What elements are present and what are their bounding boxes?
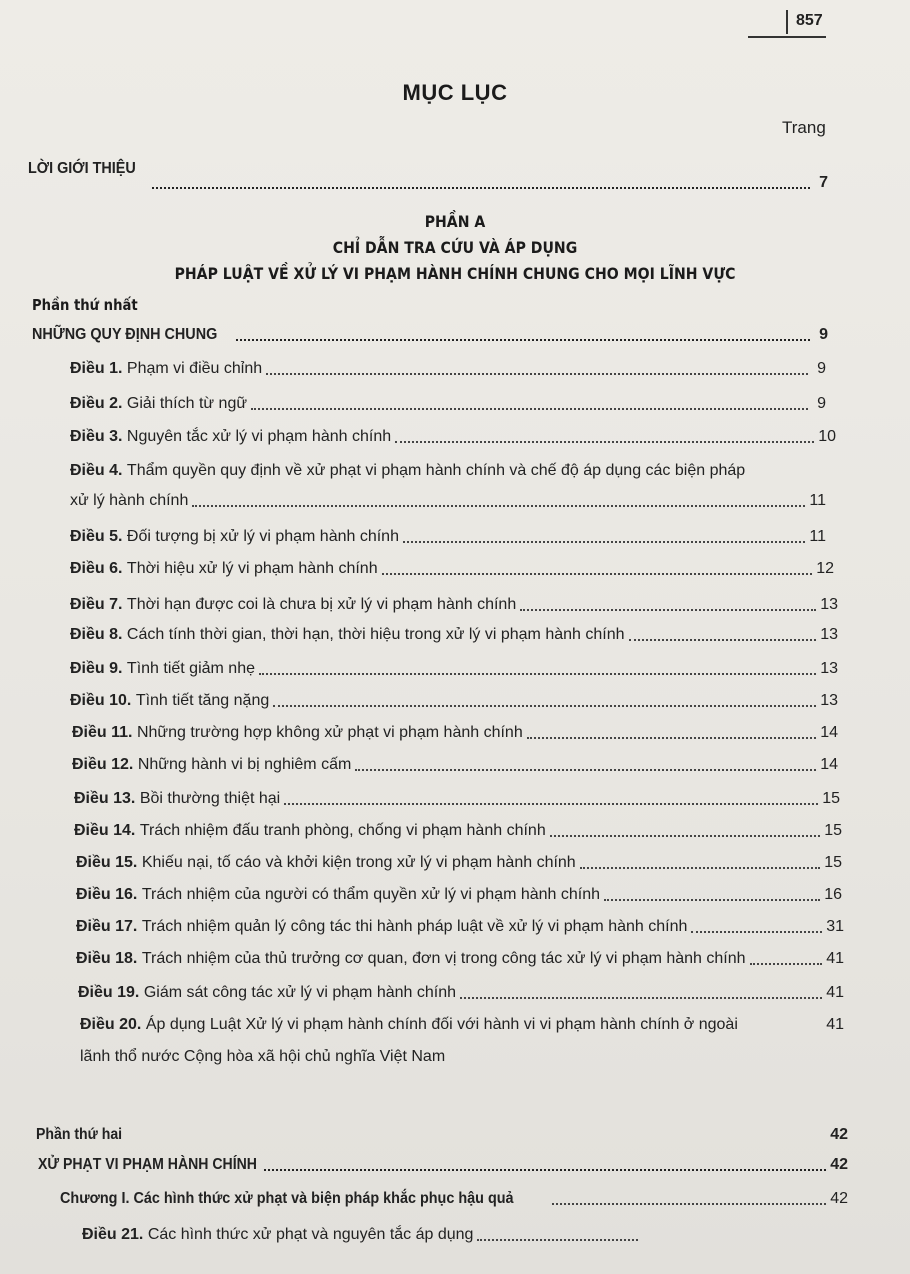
dot-leader — [266, 373, 808, 375]
article-number: Điều 7. — [70, 596, 123, 613]
article-title-continued: xử lý hành chính — [70, 492, 189, 509]
article-page: 14 — [820, 724, 838, 741]
toc-entry-page: 42 — [830, 1156, 848, 1173]
article-number: Điều 15. — [76, 854, 138, 871]
toc-entry-chapter-1 — [60, 1190, 546, 1208]
dot-leader — [382, 573, 813, 575]
article-number: Điều 4. — [70, 462, 123, 479]
article-page: 9 — [817, 395, 826, 412]
toc-entry-article — [70, 596, 838, 614]
article-number: Điều 19. — [78, 984, 140, 1001]
article-title: Tình tiết giảm nhẹ — [126, 660, 255, 677]
toc-entry-article-line1 — [80, 1016, 844, 1034]
article-page: 11 — [809, 528, 826, 545]
article-title: Tình tiết tăng nặng — [135, 692, 270, 709]
article-page: 15 — [824, 822, 842, 839]
dot-leader — [259, 673, 816, 675]
article-title: Nguyên tắc xử lý vi phạm hành chính — [126, 428, 392, 445]
header-rule — [748, 36, 826, 38]
toc-entry-part-one-heading — [32, 326, 828, 344]
toc-entry-article — [76, 950, 844, 968]
toc-entry-chapter-1-leader — [548, 1190, 848, 1208]
article-title: Các hình thức xử phạt và nguyên tắc áp dụng — [147, 1226, 474, 1243]
article-number: Điều 12. — [72, 756, 134, 773]
article-page: 16 — [824, 886, 842, 903]
toc-entry-article — [70, 660, 838, 678]
dot-leader — [520, 609, 816, 611]
dot-leader — [236, 339, 810, 341]
article-page: 15 — [822, 790, 840, 807]
toc-entry-article — [74, 790, 840, 808]
dot-leader — [395, 441, 814, 443]
article-title: Thời hạn được coi là chưa bị xử lý vi phạm hành chính — [126, 596, 517, 613]
part-a-line2: CHỈ DẪN TRA CỨU VÀ ÁP DỤNG — [332, 238, 578, 257]
toc-entry-article — [70, 360, 826, 378]
article-number: Điều 20. — [80, 1016, 142, 1033]
page-number: 857 — [796, 12, 823, 29]
article-page: 15 — [824, 854, 842, 871]
article-page: 13 — [820, 692, 838, 709]
toc-entry-intro — [28, 160, 828, 192]
dot-leader — [403, 541, 805, 543]
dot-leader — [284, 803, 818, 805]
toc-entry-article — [70, 626, 838, 644]
dot-leader — [552, 1203, 826, 1205]
dot-leader — [550, 835, 820, 837]
dot-leader — [264, 1169, 826, 1171]
article-number: Điều 16. — [76, 886, 138, 903]
toc-entry-page: 42 — [830, 1126, 848, 1143]
toc-entry-label: NHỮNG QUY ĐỊNH CHUNG — [32, 326, 218, 343]
toc-entry-label: Phần thứ hai — [36, 1126, 123, 1143]
toc-entry-page: 9 — [819, 326, 828, 343]
toc-entry-article — [76, 918, 844, 936]
article-number: Điều 3. — [70, 428, 123, 445]
article-title: Trách nhiệm của thủ trưởng cơ quan, đơn vị trong công tác xử lý vi phạm hành chính — [141, 950, 746, 967]
dot-leader — [750, 963, 823, 965]
article-page: 13 — [820, 660, 838, 677]
article-page: 13 — [820, 596, 838, 613]
article-number: Điều 6. — [70, 560, 123, 577]
article-page: 41 — [826, 950, 844, 967]
article-number: Điều 10. — [70, 692, 132, 709]
dot-leader — [604, 899, 820, 901]
article-title-continued: lãnh thổ nước Cộng hòa xã hội chủ nghĩa Việt Nam — [80, 1048, 446, 1065]
article-title: Giám sát công tác xử lý vi phạm hành chính — [143, 984, 457, 1001]
toc-entry-article — [70, 395, 826, 413]
toc-entry-article — [72, 724, 838, 742]
article-title: Trách nhiệm quản lý công tác thi hành pháp luật về xử lý vi phạm hành chính — [141, 918, 688, 935]
article-title: Thẩm quyền quy định về xử phạt vi phạm hành chính và chế độ áp dụng các biện pháp — [126, 462, 746, 479]
toc-entry-part-two-heading — [38, 1156, 848, 1174]
article-number: Điều 18. — [76, 950, 138, 967]
article-number: Điều 21. — [82, 1226, 144, 1243]
article-page: 13 — [820, 626, 838, 643]
article-number: Điều 1. — [70, 360, 123, 377]
toc-entry-label: LỜI GIỚI THIỆU — [28, 160, 136, 177]
toc-entry-article-line2 — [80, 1048, 500, 1066]
article-page: 41 — [826, 1016, 844, 1033]
article-title: Áp dụng Luật Xử lý vi phạm hành chính đối với hành vi vi phạm hành chính ở ngoài — [145, 1016, 738, 1033]
toc-entry-article — [74, 822, 842, 840]
article-title: Bồi thường thiệt hại — [139, 790, 281, 807]
article-page: 9 — [817, 360, 826, 377]
article-number: Điều 17. — [76, 918, 138, 935]
article-title: Trách nhiệm của người có thẩm quyền xử lý vi phạm hành chính — [141, 886, 601, 903]
toc-entry-label: XỬ PHẠT VI PHẠM HÀNH CHÍNH — [38, 1156, 257, 1173]
dot-leader — [580, 867, 821, 869]
article-title: Đối tượng bị xử lý vi phạm hành chính — [126, 528, 399, 545]
toc-entry-label: Chương I. Các hình thức xử phạt và biện pháp khắc phục hậu quả — [60, 1190, 514, 1207]
dot-leader — [527, 737, 816, 739]
article-page: 14 — [820, 756, 838, 773]
article-page: 10 — [818, 428, 836, 445]
dot-leader — [251, 408, 808, 410]
article-page: 31 — [826, 918, 844, 935]
toc-entry-article — [70, 528, 826, 546]
article-number: Điều 9. — [70, 660, 123, 677]
article-title: Phạm vi điều chỉnh — [126, 360, 263, 377]
dot-leader — [691, 931, 822, 933]
article-title: Những trường hợp không xử phạt vi phạm hành chính — [136, 724, 523, 741]
article-page: 41 — [826, 984, 844, 1001]
article-number: Điều 8. — [70, 626, 123, 643]
article-title: Cách tính thời gian, thời hạn, thời hiệu trong xử lý vi phạm hành chính — [126, 626, 625, 643]
part-a-line3: PHÁP LUẬT VỀ XỬ LÝ VI PHẠM HÀNH CHÍNH CHUNG CHO MỌI LĨNH VỰC — [174, 264, 736, 283]
toc-entry-page: 42 — [830, 1190, 848, 1207]
toc-entry-page: 7 — [819, 174, 828, 191]
toc-entry-article — [72, 756, 838, 774]
article-number: Điều 14. — [74, 822, 136, 839]
article-page: 12 — [816, 560, 834, 577]
toc-entry-article-line1 — [70, 462, 840, 480]
dot-leader — [477, 1239, 638, 1241]
header-separator — [786, 10, 788, 34]
dot-leader — [273, 705, 816, 707]
toc-entry-article — [70, 560, 834, 578]
dot-leader — [192, 505, 805, 507]
toc-entry-article — [70, 428, 836, 446]
article-title: Những hành vi bị nghiêm cấm — [137, 756, 352, 773]
toc-entry-article — [78, 984, 844, 1002]
article-title: Khiếu nại, tố cáo và khởi kiện trong xử lý vi phạm hành chính — [141, 854, 576, 871]
article-title: Thời hiệu xử lý vi phạm hành chính — [126, 560, 378, 577]
article-number: Điều 2. — [70, 395, 123, 412]
toc-entry-article-line2 — [70, 492, 826, 510]
toc-entry-article — [70, 692, 838, 710]
toc-entry-article — [82, 1226, 642, 1244]
part-one-label: Phần thứ nhất — [32, 296, 138, 314]
article-number: Điều 5. — [70, 528, 123, 545]
dot-leader — [152, 187, 810, 189]
page-column-label: Trang — [782, 118, 826, 137]
part-a-line1: PHẦN A — [424, 212, 486, 231]
article-page: 11 — [809, 492, 826, 509]
toc-entry-part-two-label — [36, 1126, 848, 1144]
dot-leader — [629, 639, 817, 641]
article-number: Điều 11. — [72, 724, 133, 741]
dot-leader — [355, 769, 816, 771]
article-title: Trách nhiệm đấu tranh phòng, chống vi phạm hành chính — [139, 822, 546, 839]
toc-entry-article — [76, 886, 842, 904]
article-number: Điều 13. — [74, 790, 136, 807]
toc-entry-article — [76, 854, 842, 872]
dot-leader — [460, 997, 822, 999]
article-title: Giải thích từ ngữ — [126, 395, 248, 412]
toc-title: MỤC LỤC — [402, 80, 508, 105]
